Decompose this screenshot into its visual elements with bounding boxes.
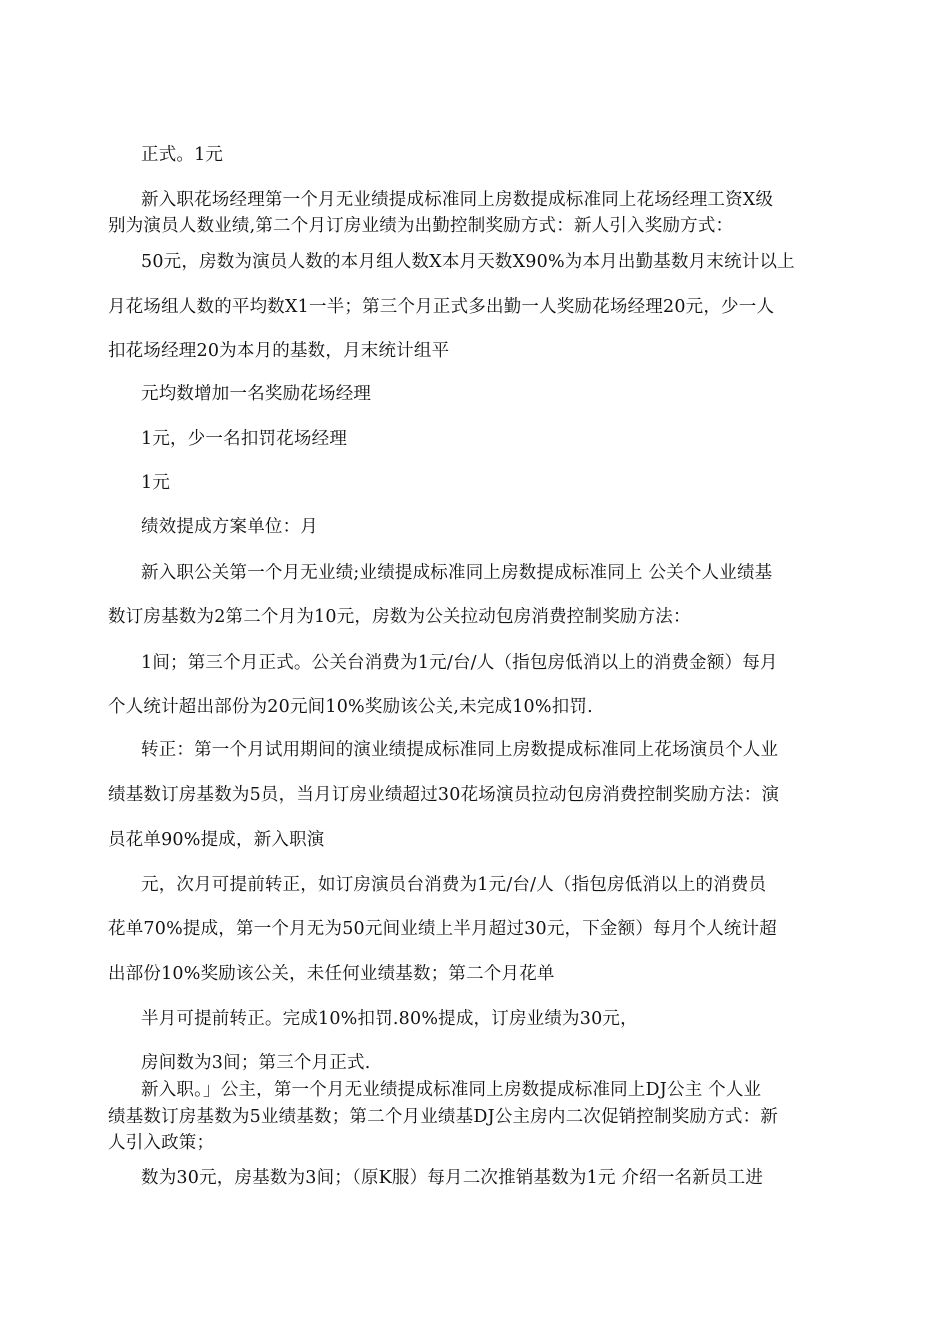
text-line: 转正：第一个月试用期间的演业绩提成标准同上房数提成标准同上花场演员个人业 [141, 740, 779, 760]
text-line: 数订房基数为2第二个月为10元，房数为公关拉动包房消费控制奖励方法： [108, 607, 691, 627]
text-line: 扣花场经理20为本月的基数，月末统计组平 [108, 341, 450, 361]
text-line: 房间数为3间；第三个月正式. [141, 1053, 371, 1073]
text-line: 正式。1元 [141, 145, 224, 165]
text-line: 1间；第三个月正式。公关台消费为1元/台/人（指包房低消以上的消费金额）每月 [141, 653, 778, 673]
text-line: 花单70%提成，第一个月无为50元间业绩上半月超过30元，下金额）每月个人统计超 [108, 919, 777, 939]
text-line: 元，次月可提前转正，如订房演员台消费为1元/台/人（指包房低消以上的消费员 [141, 875, 767, 895]
text-line: 绩基数订房基数为5员，当月订房业绩超过30花场演员拉动包房消费控制奖励方法：演 [108, 785, 780, 805]
text-line: 数为30元，房基数为3间；（原K服）每月二次推销基数为1元 介绍一名新员工进 [141, 1168, 764, 1188]
text-line: 新入职公关第一个月无业绩;业绩提成标准同上房数提成标准同上 公关个人业绩基 [141, 563, 773, 583]
text-line: 月花场组人数的平均数X1一半；第三个月正式多出勤一人奖励花场经理20元，少一人 [108, 297, 775, 317]
text-line: 绩效提成方案单位：月 [141, 517, 318, 537]
text-line: 1元，少一名扣罚花场经理 [141, 429, 348, 449]
text-line: 元均数增加一名奖励花场经理 [141, 384, 372, 404]
text-line: 员花单90%提成，新入职演 [108, 830, 325, 850]
text-line: 绩基数订房基数为5业绩基数；第二个月业绩基DJ公主房内二次促销控制奖励方式：新 [108, 1107, 778, 1127]
text-line: 人引入政策； [108, 1133, 215, 1153]
text-line: 新入职。」公主，第一个月无业绩提成标准同上房数提成标准同上DJ公主 个人业 [141, 1080, 762, 1100]
text-line: 个人统计超出部份为20元间10%奖励该公关,未完成10%扣罚. [108, 697, 593, 717]
text-line: 出部份10%奖励该公关，未任何业绩基数；第二个月花单 [108, 964, 555, 984]
text-line: 新入职花场经理第一个月无业绩提成标准同上房数提成标准同上花场经理工资X级 [141, 190, 774, 210]
text-line: 1元 [141, 473, 171, 493]
text-line: 别为演员人数业绩,第二个月订房业绩为出勤控制奖励方式：新人引入奖励方式： [108, 216, 734, 236]
text-line: 50元，房数为演员人数的本月组人数X本月天数X90%为本月出勤基数月末统计以上 [141, 252, 795, 272]
text-line: 半月可提前转正。完成10%扣罚.80%提成，订房业绩为30元， [141, 1009, 638, 1029]
